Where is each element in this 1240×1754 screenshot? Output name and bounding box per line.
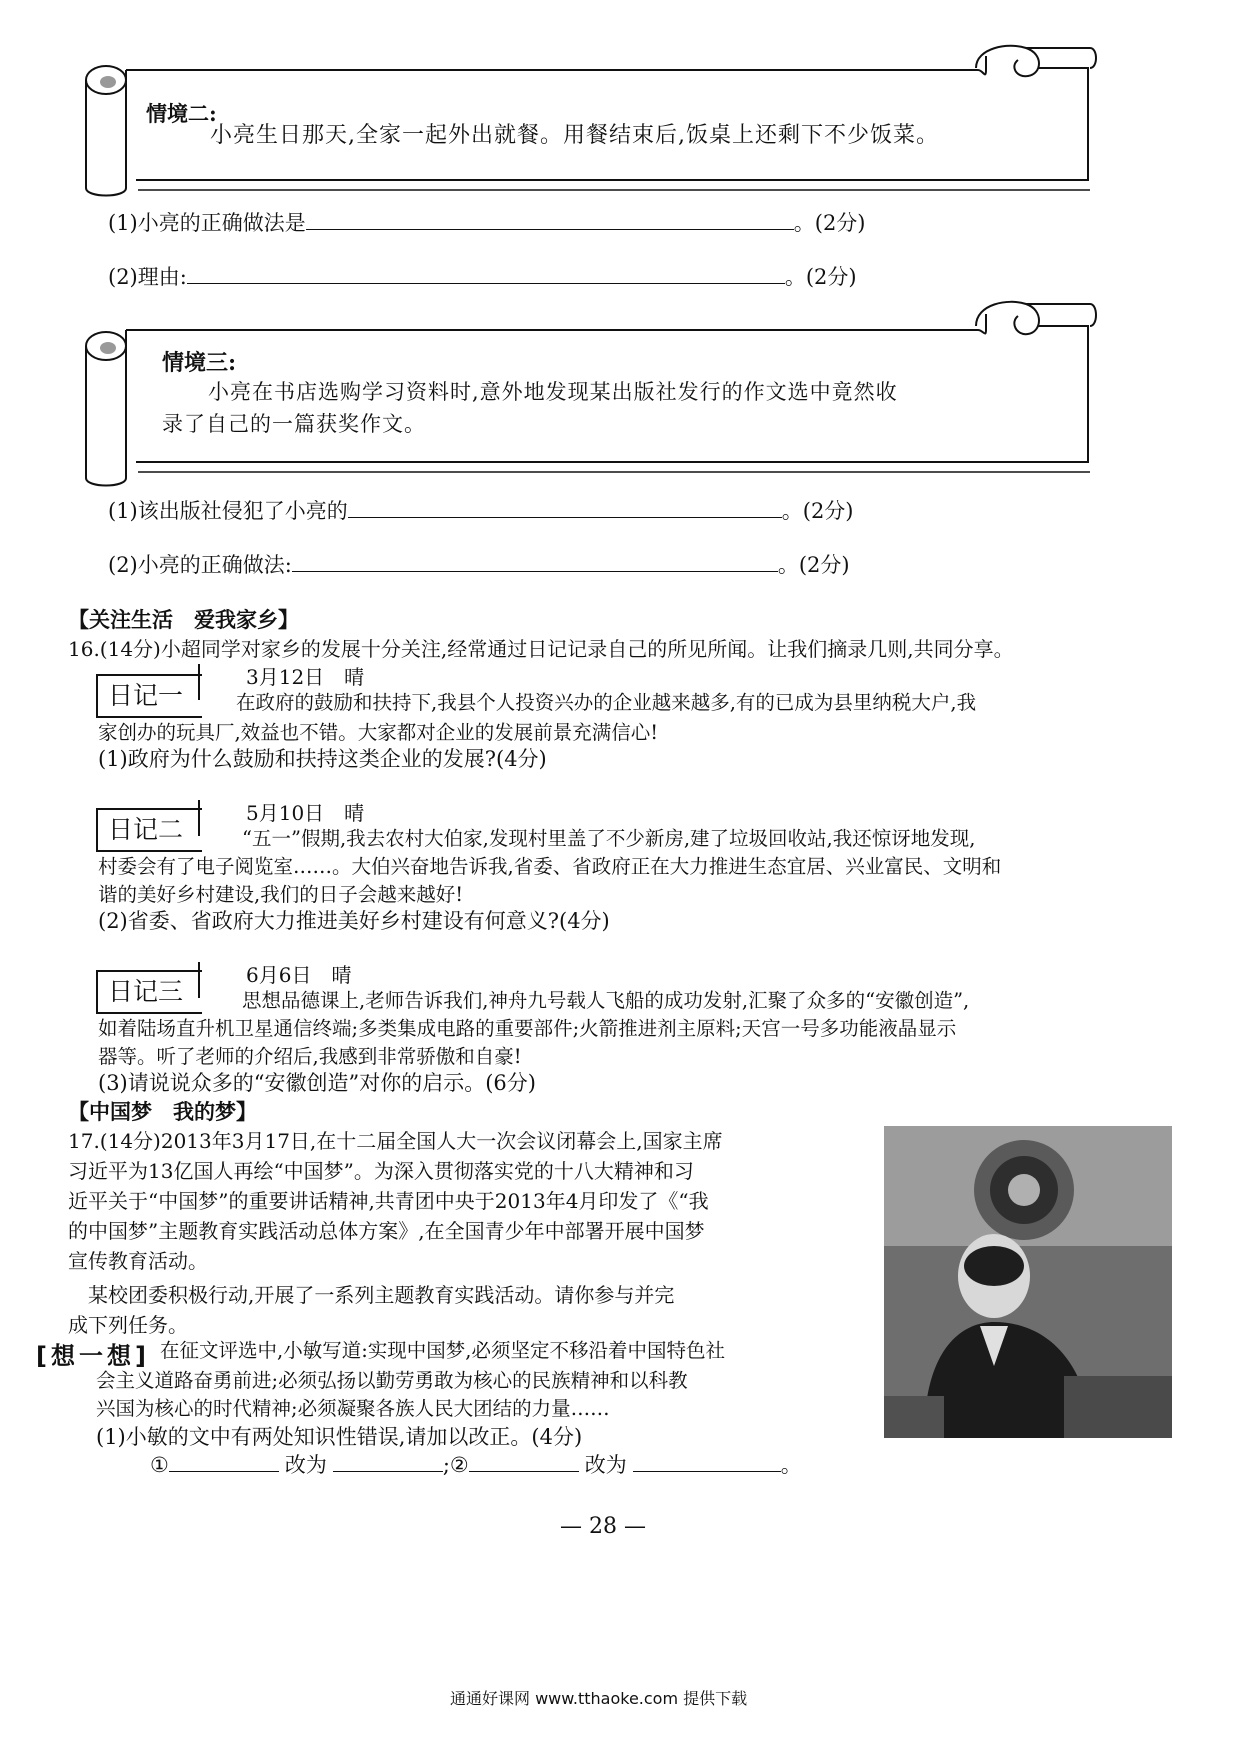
correction-blank-3[interactable] xyxy=(469,1449,579,1472)
diary-1-line-1: 在政府的鼓励和扶持下,我县个人投资兴办的企业越来越多,有的已成为县里纳税大户,我 xyxy=(236,691,977,714)
diary-1-line-2: 家创办的玩具厂,效益也不错。大家都对企业的发展前景充满信心! xyxy=(98,721,659,744)
scene-2-title: 情境二: xyxy=(146,101,217,126)
diary-2-box xyxy=(96,808,202,852)
think-bracket-left: [ xyxy=(36,1342,51,1370)
diary-3-date: 6月6日 晴 xyxy=(246,963,352,987)
diary-2-date: 5月10日 晴 xyxy=(246,801,365,825)
scene-3-text-line-2: 录了自己的一篇获奖作文。 xyxy=(162,412,426,436)
diary-3-box-edge xyxy=(198,962,200,998)
diary-2-question: (2)省委、省政府大力推进美好乡村建设有何意义?(4分) xyxy=(98,909,610,933)
diary-3-line-2: 如着陆场直升机卫星通信终端;多类集成电路的重要部件;火箭推进剂主原料;天宫一号多功能液晶显示 xyxy=(98,1017,957,1040)
correction-blank-1[interactable] xyxy=(169,1449,279,1472)
scene-2-text: 小亮生日那天,全家一起外出就餐。用餐结束后,饭桌上还剩下不少饭菜。 xyxy=(210,123,939,148)
scroll-scene-2 xyxy=(78,40,1128,205)
think-line-1: 在征文评选中,小敏写道:实现中国梦,必须坚定不移沿着中国特色社 xyxy=(160,1339,725,1362)
scene-3-question-2-points: 。(2分) xyxy=(777,553,850,577)
section-heading-dream: 【中国梦 我的梦】 xyxy=(68,1099,257,1124)
diary-2-line-3: 谐的美好乡村建设,我们的日子会越来越好! xyxy=(98,883,464,906)
diary-1-label: 日记一 xyxy=(108,681,184,710)
correction-blank-2[interactable] xyxy=(333,1449,443,1472)
correction-fill-line xyxy=(150,1448,802,1482)
diary-2-line-1: “五一”假期,我去农村大伯家,发现村里盖了不少新房,建了垃圾回收站,我还惊讶地发现, xyxy=(242,827,976,850)
scene-3-text-line-1: 小亮在书店选购学习资料时,意外地发现某出版社发行的作文选中竟然收 xyxy=(208,380,898,404)
change-to-label-2: 改为 xyxy=(584,1453,627,1477)
diary-1-question: (1)政府为什么鼓励和扶持这类企业的发展?(4分) xyxy=(98,747,547,771)
think-bracket-right: ] xyxy=(134,1342,150,1370)
scene-3-question-2 xyxy=(108,548,850,582)
diary-1-date: 3月12日 晴 xyxy=(246,665,365,689)
diary-1-box xyxy=(96,674,202,718)
scene-2-question-2-label: (2)理由: xyxy=(108,265,187,289)
think-line-2: 会主义道路奋勇前进;必须弘扬以勤劳勇敢为核心的民族精神和以科教 xyxy=(96,1369,688,1392)
scene-2-question-2-points: 。(2分) xyxy=(784,265,857,289)
scene-3-question-1-points: 。(2分) xyxy=(781,499,854,523)
diary-3-label: 日记三 xyxy=(108,977,184,1006)
change-to-label-1: 改为 xyxy=(284,1453,327,1477)
scene-3-question-1-label: (1)该出版社侵犯了小亮的 xyxy=(108,499,348,523)
question-17-line-4: 的中国梦”主题教育实践活动总体方案》,在全国青少年中部署开展中国梦 xyxy=(68,1219,705,1243)
question-17-line-3: 近平关于“中国梦”的重要讲话精神,共青团中央于2013年4月印发了《“我 xyxy=(68,1189,709,1213)
correction-end: 。 xyxy=(780,1453,802,1477)
diary-3-question: (3)请说说众多的“安徽创造”对你的启示。(6分) xyxy=(98,1071,536,1095)
answer-blank[interactable] xyxy=(348,495,782,518)
diary-2-line-2: 村委会有了电子阅览室……。大伯兴奋地告诉我,省委、省政府正在大力推进生态宜居、兴业富民、文明和 xyxy=(98,855,1002,878)
correction-blank-4[interactable] xyxy=(633,1449,781,1472)
diary-3-line-1: 思想品德课上,老师告诉我们,神舟九号载人飞船的成功发射,汇聚了众多的“安徽创造”, xyxy=(242,989,970,1012)
scene-2-question-1-label: (1)小亮的正确做法是 xyxy=(108,211,306,235)
footer-credit: 通通好课网 www.tthaoke.com 提供下载 xyxy=(450,1689,748,1708)
question-17-line-2: 习近平为13亿国人再绘“中国梦”。为深入贯彻落实党的十八大精神和习 xyxy=(68,1159,694,1183)
diary-2-box-edge xyxy=(198,800,200,836)
question-17-sub-1: (1)小敏的文中有两处知识性错误,请加以改正。(4分) xyxy=(96,1425,583,1449)
question-16-intro: 16.(14分)小超同学对家乡的发展十分关注,经常通过日记记录自己的所见所闻。让我们摘录几则,共同分享。 xyxy=(68,637,1014,661)
question-17-line-7: 成下列任务。 xyxy=(68,1313,188,1337)
correction-mark-1: ① xyxy=(150,1453,169,1477)
news-photo xyxy=(884,1126,1172,1438)
question-17-line-1: 17.(14分)2013年3月17日,在十二届全国人大一次会议闭幕会上,国家主席 xyxy=(68,1129,723,1153)
diary-2-label: 日记二 xyxy=(108,815,184,844)
think-label-text: 想一想 xyxy=(50,1342,135,1370)
scene-3-question-2-label: (2)小亮的正确做法: xyxy=(108,553,292,577)
scene-2-question-1 xyxy=(108,206,866,240)
diary-1-box-edge xyxy=(198,664,200,700)
answer-blank[interactable] xyxy=(292,549,778,572)
section-heading-life: 【关注生活 爱我家乡】 xyxy=(68,607,299,632)
correction-mark-2: ;② xyxy=(442,1453,469,1477)
scroll-scene-3 xyxy=(78,292,1128,502)
diary-3-box xyxy=(96,970,202,1014)
scene-3-title: 情境三: xyxy=(162,350,237,376)
question-17-line-6: 某校团委积极行动,开展了一系列主题教育实践活动。请你参与并完 xyxy=(68,1283,675,1307)
answer-blank[interactable] xyxy=(306,207,794,230)
question-17-line-5: 宣传教育活动。 xyxy=(68,1249,208,1273)
page-number: — 28 — xyxy=(560,1514,646,1539)
scene-3-question-1 xyxy=(108,494,854,528)
answer-blank[interactable] xyxy=(187,261,785,284)
scene-2-question-2 xyxy=(108,260,857,294)
think-line-3: 兴国为核心的时代精神;必须凝聚各族人民大团结的力量…… xyxy=(96,1397,610,1420)
diary-3-line-3: 器等。听了老师的介绍后,我感到非常骄傲和自豪! xyxy=(98,1045,522,1068)
scene-2-question-1-points: 。(2分) xyxy=(793,211,866,235)
